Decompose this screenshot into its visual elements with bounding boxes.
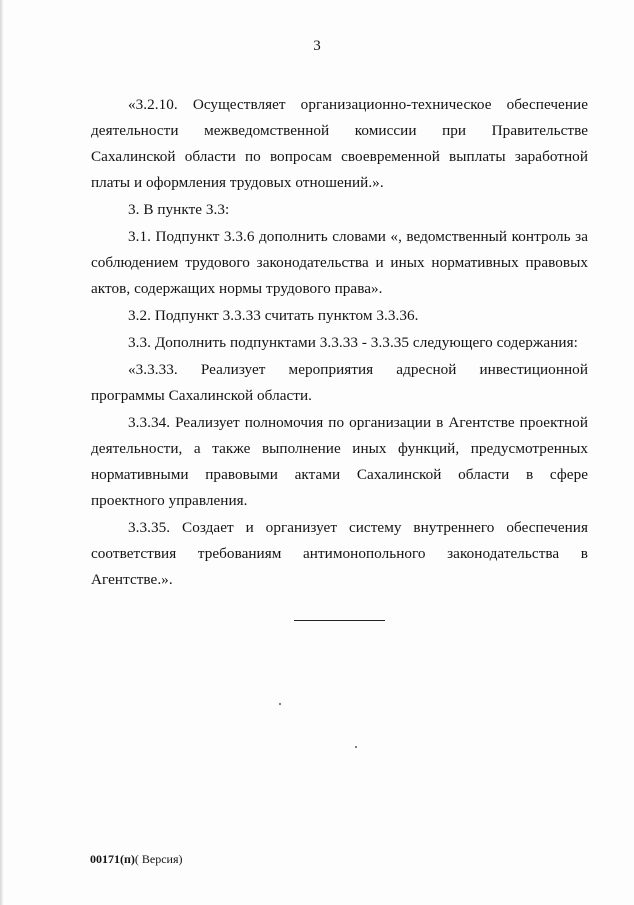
separator-line [294,620,385,621]
paragraph-3-3-33: «3.3.33. Реализует мероприятия адресной инвестиционной программы Сахалинской области. [91,361,588,404]
paragraph-3-2: 3.2. Подпункт 3.3.33 считать пунктом 3.3.36. [128,307,419,324]
paragraph-3-3-35: 3.3.35. Создает и организует систему внутреннего обеспечения соответствия требованиям антимонопольного законодательства в Агентстве.». [91,519,588,588]
paragraph-3-2-10: «3.2.10. Осуществляет организационно-техническое обеспечение деятельности межведомственной комиссии при Правительстве Сахалинской области по вопросам своевременной выплаты заработной платы и оформления трудовых отношений.». [91,96,588,191]
scan-speck [279,703,281,705]
footer-version: ( Версия) [134,852,183,866]
paragraph-3-3: 3.3. Дополнить подпунктами 3.3.33 - 3.3.35 следующего содержания: [128,334,578,351]
scan-edge [0,0,3,905]
document-body [91,92,588,594]
paragraph-item-3: 3. В пункте 3.3: [128,201,230,218]
footer-document-code [90,852,183,867]
paragraph-3-1: 3.1. Подпункт 3.3.6 дополнить словами «, ведомственный контроль за соблюдением трудового законодательства и иных нормативных правовых актов, содержащих нормы трудового права». [91,228,588,297]
paragraph-3-3-34: 3.3.34. Реализует полномочия по организации в Агентстве проектной деятельности, а также выполнение иных функций, предусмотренных нормативными правовыми актами Сахалинской области в сфере проектного управления. [91,414,588,509]
footer-code: 00171(п) [90,852,135,866]
scan-speck [355,746,357,748]
page-number: 3 [313,38,321,54]
